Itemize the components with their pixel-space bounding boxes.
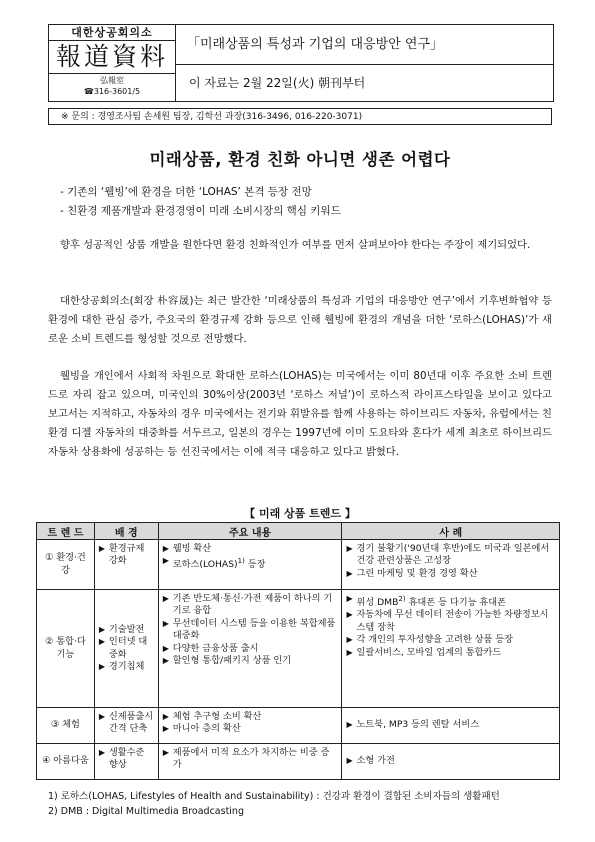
press-release-label: 報道資料 [49, 41, 175, 74]
table-header-row [37, 523, 560, 540]
list-item: ▶ 인터넷 대중화 [99, 636, 154, 661]
contents-cell [158, 540, 342, 590]
subheadline: - 친환경 제품개발과 환경경영이 미래 소비시장의 핵심 키워드 [60, 205, 341, 217]
trend-cell: ④ 아름다움 [37, 744, 95, 780]
report-title: 「미래상품의 특성과 기업의 대응방안 연구」 [175, 25, 553, 65]
list-item: ▶ 환경규제 강화 [99, 543, 154, 568]
embargo-notice: 이 자료는 2월 22일(火) 朝刊부터 [189, 76, 366, 90]
examples-cell [342, 540, 560, 590]
department-name: 弘報室 [100, 76, 124, 85]
department-phone: ☎316-3601/5 [83, 87, 141, 96]
body-paragraph: 웰빙을 개인에서 사회적 차원으로 확대한 로하스(LOHAS)는 미국에서는 이미 80년대 이후 주요한 소비 트렌드로 자리 잡고 있으며, 미국인의 30%이상(2003년 ‘로하스 저널’)이 로하스적 라이프스타일을 보이고 있다고 보고서는 지적하고, 자동차의 경우 미국에서는 전기와 휘발유를 함께 사용하는 하이브리드 자동차, 유럽에서는 친환경 디젤 자동차의 대중화를 서두르고, 일본의 경우는 1997년에 이미 도요타와 혼다가 세계 최초로 하이브리드 자동차 상용화에 성공하는 등 선진국에서는 이에 적극 대응하고 있다고 밝혔다. [48, 370, 552, 458]
press-header-left [49, 25, 176, 101]
trend-cell: ② 통합·다기능 [37, 590, 95, 708]
table-title: 【 미래 상품 트렌드 】 [244, 507, 356, 520]
organization-name: 대한상공회의소 [49, 25, 175, 41]
contents-cell [158, 744, 342, 780]
footnote-mark: 2) [398, 595, 406, 603]
list-item-text: 휴대폰 등 다기능 휴대폰 [405, 597, 507, 609]
list-item: ▶ 생활수준 향상 [99, 747, 154, 772]
contact-info: ※ 문의 : 경영조사팀 손세원 팀장, 김학선 과장(316-3496, 016-220-3071) [48, 108, 552, 125]
table-row [37, 590, 560, 708]
background-cell [94, 540, 158, 590]
list-item [163, 555, 338, 571]
examples-cell [342, 708, 560, 744]
list-item: ▶ 웰빙 확산 [163, 543, 338, 555]
department-info [49, 75, 175, 97]
contents-cell [158, 708, 342, 744]
list-item-text: 로하스(LOHAS) [172, 559, 238, 571]
table-row [37, 540, 560, 590]
trend-cell: ① 환경·건강 [37, 540, 95, 590]
list-item: ▶ 기술발전 [99, 624, 154, 636]
list-item-text: 등장 [244, 559, 266, 571]
background-cell [94, 744, 158, 780]
body-paragraph: 향후 성공적인 상품 개발을 원한다면 환경 친화적인가 여부를 먼저 살펴보아야 한다는 주장이 제기되었다. [60, 239, 531, 251]
background-cell [94, 708, 158, 744]
list-item: ▶ 경기 불황기('90년대 후반)에도 미국과 일본에서 건강 관련상품은 고성장 [346, 543, 555, 568]
list-item: ▶ 소형 가전 [346, 755, 555, 767]
footnote: 1) 로하스(LOHAS, Lifestyles of Health and Sustainability) : 건강과 환경이 결합된 소비자들의 생활패턴 [48, 791, 500, 802]
headline: 미래상품, 환경 친화 아니면 생존 어렵다 [149, 150, 451, 169]
list-item: ▶ 경기침체 [99, 661, 154, 673]
list-item: ▶ 그린 마케팅 및 환경 경영 확산 [346, 568, 555, 580]
list-item: ▶ 마니아 층의 확산 [163, 723, 338, 735]
contents-cell [158, 590, 342, 708]
column-header-background: 배 경 [94, 523, 158, 540]
list-item: ▶ 노트북, MP3 등의 렌탈 서비스 [346, 719, 555, 731]
column-header-contents: 주요 내용 [158, 523, 342, 540]
list-item: ▶ 체험 추구형 소비 확산 [163, 711, 338, 723]
list-item-text: 위성 DMB [356, 597, 399, 609]
list-item: ▶ 기존 반도체·통신·가전 제품이 하나의 기기로 융합 [163, 593, 338, 618]
list-item: ▶ 다양한 금융상품 출시 [163, 643, 338, 655]
list-item: ▶ 신제품출시 간격 단축 [99, 711, 154, 736]
table-row [37, 744, 560, 780]
trend-table [36, 522, 560, 780]
body-paragraph: 대한상공회의소(회장 朴容晟)는 최근 발간한 ‘미래상품의 특성과 기업의 대응방안 연구’에서 기후변화협약 등 환경에 대한 관심 증가, 주요국의 환경규제 강화 등으로 인해 웰빙에 환경의 개념을 더한 ‘로하스(LOHAS)’가 새로운 소비 트렌드를 형성할 것으로 전망했다. [48, 295, 552, 345]
list-item: ▶ 할인형 통합/패키지 상품 인기 [163, 655, 338, 667]
list-item [346, 593, 555, 609]
footnote: 2) DMB : Digital Multimedia Broadcasting [48, 806, 244, 817]
column-header-trend: 트 렌 드 [37, 523, 95, 540]
press-header [48, 24, 554, 102]
table-row [37, 708, 560, 744]
list-item: ▶ 자동차에 무선 데이터 전송이 가능한 차량정보시스템 장착 [346, 609, 555, 634]
list-item: ▶ 각 개인의 투자성향을 고려한 상품 등장 [346, 634, 555, 646]
list-item: ▶ 제품에서 미적 요소가 차지하는 비중 증가 [163, 747, 338, 772]
list-item: ▶ 일괄서비스, 모바일 업계의 통합카드 [346, 647, 555, 659]
subheadline: - 기존의 ‘웰빙’에 환경을 더한 ‘LOHAS’ 본격 등장 전망 [60, 186, 312, 198]
examples-cell [342, 590, 560, 708]
examples-cell [342, 744, 560, 780]
footnote-mark: 1) [237, 557, 245, 566]
trend-cell: ③ 체험 [37, 708, 95, 744]
list-item: ▶ 무선데이터 시스템 등을 이용한 복합제품 대중화 [163, 618, 338, 643]
column-header-examples: 사 례 [342, 523, 560, 540]
background-cell [94, 590, 158, 708]
